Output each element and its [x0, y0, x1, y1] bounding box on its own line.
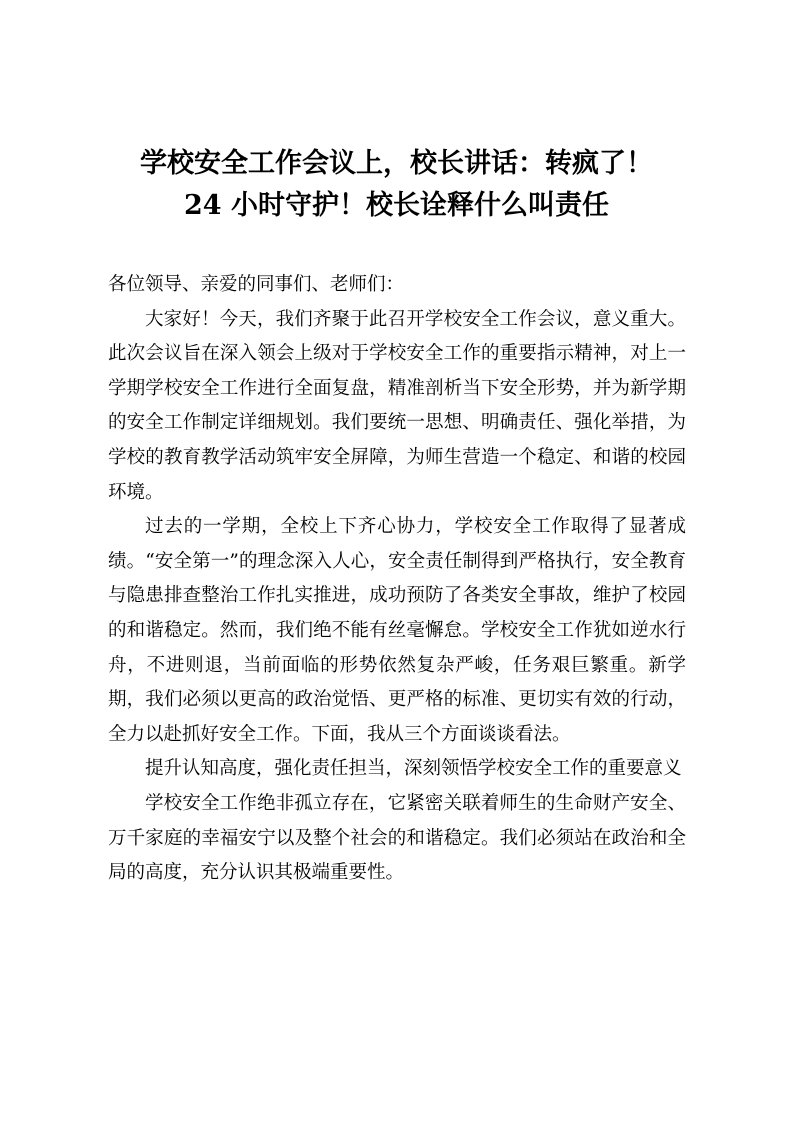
title-line-1: 学校安全工作会议上，校长讲话：转疯了！ — [140, 148, 653, 179]
salutation: 各位领导、亲爱的同事们、老师们： — [108, 274, 405, 295]
paragraph-significance: 学校安全工作绝非孤立存在，它紧密关联着师生的生命财产安全、万千家庭的幸福安宁以及整个社会的和谐稳定。我们必须站在政治和全局的高度，充分认识其极端重要性。 — [108, 792, 686, 884]
document-body — [108, 268, 686, 891]
paragraph-opening: 大家好！今天，我们齐聚于此召开学校安全工作会议，意义重大。此次会议旨在深入领会上级对于学校安全工作的重要指示精神，对上一学期学校安全工作进行全面复盘，精准剖析当下安全形势，并为新学期的安全工作制定详细规划。我们要统一思想、明确责任、强化举措，为学校的教育教学活动筑牢安全屏障，为师生营造一个稳定、和谐的校园环境。 — [108, 308, 686, 503]
title-line-2: 24 小时守护！校长诠释什么叫责任 — [184, 190, 609, 221]
paragraph-review: 过去的一学期，全校上下齐心协力，学校安全工作取得了显著成绩。“安全第一”的理念深入人心，安全责任制得到严格执行，安全教育与隐患排查整治工作扎实推进，成功预防了各类安全事故，维护了校园的和谐稳定。然而，我们绝不能有丝毫懈怠。学校安全工作犹如逆水行舟，不进则退，当前面临的形势依然复杂严峻，任务艰巨繁重。新学期，我们必须以更高的政治觉悟、更严格的标准、更切实有效的行动，全力以赴抓好安全工作。下面，我从三个方面谈谈看法。 — [108, 516, 686, 745]
section-heading: 提升认知高度，强化责任担当，深刻领悟学校安全工作的重要意义 — [145, 758, 682, 780]
document-title — [80, 143, 713, 227]
